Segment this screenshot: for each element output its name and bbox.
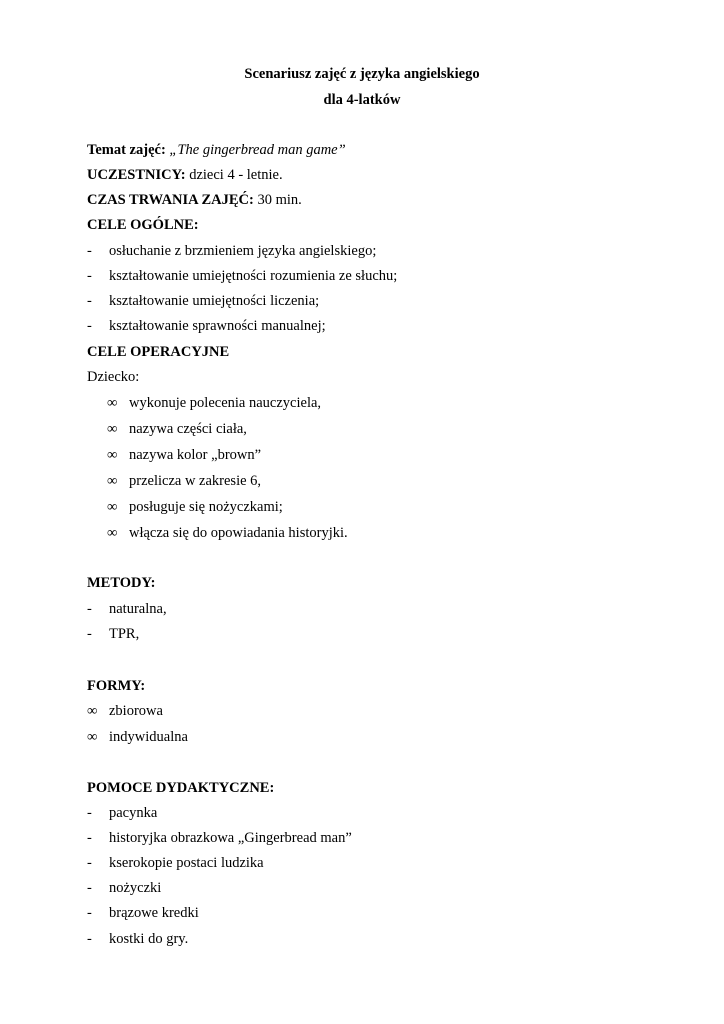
list-item: ∞ włącza się do opowiadania historyjki. xyxy=(107,525,348,541)
list-item: - naturalna, xyxy=(87,601,167,617)
topic-value: „The gingerbread man game” xyxy=(169,142,346,158)
list-item: ∞ indywidualna xyxy=(87,729,188,745)
infinity-bullet-icon: ∞ xyxy=(107,525,118,541)
dash-bullet: - xyxy=(87,830,92,846)
dash-bullet: - xyxy=(87,880,92,896)
list-item: - kształtowanie umiejętności rozumienia ze słuchu; xyxy=(87,268,398,284)
dash-bullet: - xyxy=(87,293,92,309)
list-item: - kształtowanie umiejętności liczenia; xyxy=(87,293,320,309)
infinity-bullet-icon: ∞ xyxy=(87,703,98,719)
list-item: - kształtowanie sprawności manualnej; xyxy=(87,318,326,334)
dash-bullet: - xyxy=(87,931,92,947)
list-item: - historyjka obrazkowa „Gingerbread man” xyxy=(87,830,352,846)
general-goals-heading: CELE OGÓLNE: xyxy=(87,217,199,233)
topic-label: Temat zajęć: xyxy=(87,142,166,158)
duration-line xyxy=(87,191,302,209)
dash-bullet: - xyxy=(87,855,92,871)
list-item: - nożyczki xyxy=(87,880,162,896)
forms-heading: FORMY: xyxy=(87,678,146,694)
operational-goals-intro: Dziecko: xyxy=(87,369,140,385)
dash-bullet: - xyxy=(87,318,92,334)
methods-heading: METODY: xyxy=(87,575,156,591)
list-item: ∞ wykonuje polecenia nauczyciela, xyxy=(107,395,322,411)
list-item: - kserokopie postaci ludzika xyxy=(87,855,264,871)
dash-bullet: - xyxy=(87,805,92,821)
participants-line xyxy=(87,166,283,184)
participants-label: UCZESTNICY: xyxy=(87,167,186,183)
list-item: - kostki do gry. xyxy=(87,931,189,947)
duration-value: 30 min. xyxy=(257,192,302,208)
list-item: - TPR, xyxy=(87,626,140,642)
infinity-bullet-icon: ∞ xyxy=(87,729,98,745)
list-item: ∞ zbiorowa xyxy=(87,703,163,719)
dash-bullet: - xyxy=(87,601,92,617)
aids-heading: POMOCE DYDAKTYCZNE: xyxy=(87,780,275,796)
list-item: ∞ nazywa części ciała, xyxy=(107,421,247,437)
dash-bullet: - xyxy=(87,905,92,921)
dash-bullet: - xyxy=(87,268,92,284)
topic-line xyxy=(87,141,346,159)
list-item: - brązowe kredki xyxy=(87,905,199,921)
infinity-bullet-icon: ∞ xyxy=(107,499,118,515)
list-item: ∞ posługuje się nożyczkami; xyxy=(107,499,283,515)
infinity-bullet-icon: ∞ xyxy=(107,421,118,437)
participants-value: dzieci 4 - letnie. xyxy=(189,167,283,183)
dash-bullet: - xyxy=(87,626,92,642)
dash-bullet: - xyxy=(87,243,92,259)
infinity-bullet-icon: ∞ xyxy=(107,473,118,489)
list-item: ∞ nazywa kolor „brown” xyxy=(107,447,262,463)
document-title: Scenariusz zajęć z języka angielskiego xyxy=(244,66,480,82)
duration-label: CZAS TRWANIA ZAJĘĆ: xyxy=(87,192,254,208)
document-subtitle: dla 4-latków xyxy=(323,92,401,108)
list-item: ∞ przelicza w zakresie 6, xyxy=(107,473,262,489)
infinity-bullet-icon: ∞ xyxy=(107,395,118,411)
list-item: - pacynka xyxy=(87,805,158,821)
list-item: - osłuchanie z brzmieniem języka angielskiego; xyxy=(87,243,377,259)
infinity-bullet-icon: ∞ xyxy=(107,447,118,463)
operational-goals-heading: CELE OPERACYJNE xyxy=(87,344,230,360)
